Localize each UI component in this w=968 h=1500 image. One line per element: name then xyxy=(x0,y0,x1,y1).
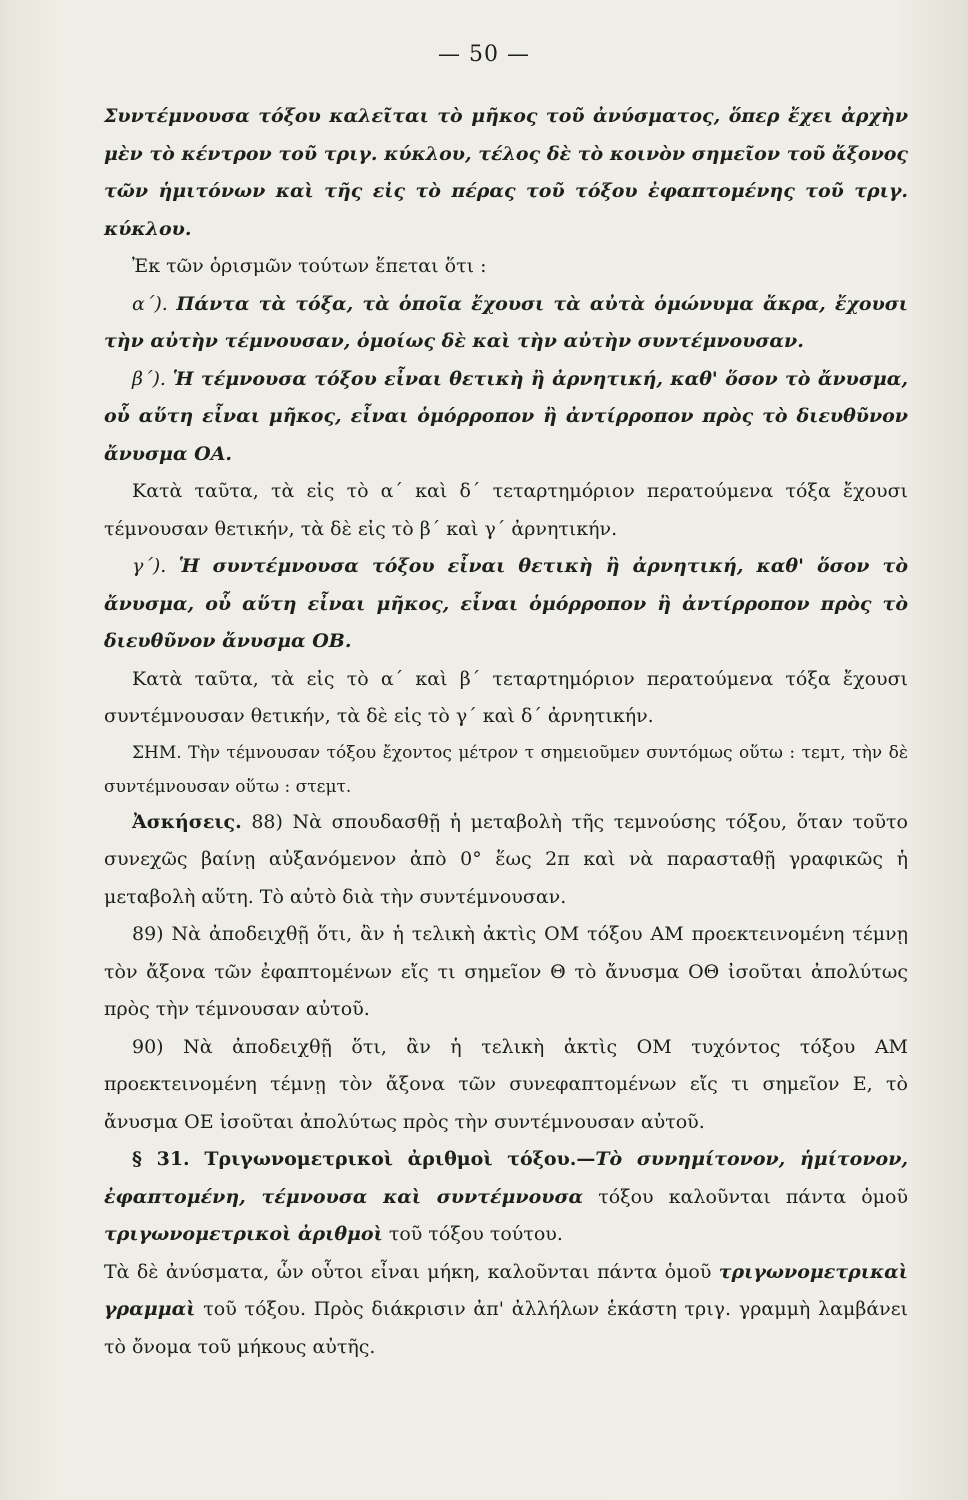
section-term-trig-numbers: τριγωνομετρικοὶ ἀριθμοὶ xyxy=(104,1223,383,1245)
trig-lines-text-2: τοῦ τόξου. Πρὸς διάκρισιν ἀπ' ἀλλήλων ἑκάστη τριγ. γραμμὴ λαμβάνει τὸ ὄνομα τοῦ μήκους αὐτῆς. xyxy=(104,1298,908,1358)
property-gamma-text: Ἡ συντέμνουσα τόξου εἶναι θετικὴ ἢ ἀρνητική, καθ' ὅσον τὸ ἄνυσμα, οὗ αὕτη εἶναι μῆκος, εἶναι ὁμόρροπον ἢ ἀντίρροπον πρὸς τὸ διευθῦνον ἄνυσμα ΟΒ. xyxy=(104,555,908,652)
exercise-89: 89) Νὰ ἀποδειχθῇ ὅτι, ἂν ἡ τελικὴ ἀκτὶς ΟΜ τόξου ΑΜ προεκτεινομένη τέμνῃ τὸν ἄξονα τῶν ἐφαπτομένων εἴς τι σημεῖον Θ τὸ ἄνυσμα ΟΘ ἰσοῦται ἀπολύτως πρὸς τὴν τέμνουσαν αὐτοῦ. xyxy=(104,923,908,1020)
note-paragraph xyxy=(104,736,908,804)
section-heading: § 31. Τριγωνομετρικοὶ ἀριθμοὶ τόξου.— xyxy=(132,1148,596,1170)
property-beta-label: β΄). xyxy=(132,367,166,390)
consequence-gamma: Κατὰ ταῦτα, τὰ εἰς τὸ α΄ καὶ β΄ τεταρτημόριον περατούμενα τόξα ἔχουσι συντέμνουσαν θετικήν, τὰ δὲ εἰς τὸ γ΄ καὶ δ΄ ἀρνητικήν. xyxy=(104,667,908,727)
note-text: Τὴν τέμνουσαν τόξου ἔχοντος μέτρον τ σημειοῦμεν συντόμως οὕτω : τεμτ, τὴν δὲ συντέμνουσαν οὕτω : στεμτ. xyxy=(104,742,908,797)
property-beta-text: Ἡ τέμνουσα τόξου εἶναι θετικὴ ἢ ἀρνητική, καθ' ὅσον τὸ ἄνυσμα, οὗ αὕτη εἶναι μῆκος, εἶναι ὁμόρροπον ἢ ἀντίρροπον πρὸς τὸ διευθῦνον ἄνυσμα ΟΑ. xyxy=(104,367,908,465)
trig-lines-text-1: Τὰ δὲ ἀνύσματα, ὧν οὗτοι εἶναι μήκη, καλοῦνται πάντα ὁμοῦ xyxy=(104,1260,719,1283)
section-31 xyxy=(104,1141,908,1254)
consequence-beta: Κατὰ ταῦτα, τὰ εἰς τὸ α΄ καὶ δ΄ τεταρτημόριον περατούμενα τόξα ἔχουσι τέμνουσαν θετικήν, τὰ δὲ εἰς τὸ β΄ καὶ γ΄ ἀρνητικήν. xyxy=(104,480,908,540)
trig-lines-term: τριγωνομετρικαὶ γραμμαὶ xyxy=(104,1260,908,1320)
trig-lines-paragraph xyxy=(104,1254,908,1367)
property-beta xyxy=(104,361,908,474)
exercises-heading: Ἀσκήσεις. xyxy=(132,810,242,833)
property-gamma-label: γ΄). xyxy=(132,555,167,577)
property-alpha xyxy=(104,286,908,361)
section-text-1: τόξου καλοῦνται πάντα ὁμοῦ xyxy=(583,1185,908,1208)
section-text-2: τοῦ τόξου τούτου. xyxy=(382,1223,563,1245)
section-terms: Τὸ συνημίτονον, ἡμίτονον, ἐφαπτομένη, τέμνουσα καὶ συντέμνουσα xyxy=(104,1148,908,1208)
note-label: ΣΗΜ. xyxy=(132,742,182,763)
consequence-intro: Ἐκ τῶν ὁρισμῶν τούτων ἕπεται ὅτι : xyxy=(132,255,487,277)
exercise-88-text: 88) Νὰ σπουδασθῇ ἡ μεταβολὴ τῆς τεμνούσης τόξου, ὅταν τοῦτο συνεχῶς βαίνῃ αὐξανόμενον ἀπὸ 0° ἕως 2π καὶ νὰ παρασταθῇ γραφικῶς ἡ μεταβολὴ αὕτη. Τὸ αὐτὸ διὰ τὴν συντέμνουσαν. xyxy=(104,810,908,908)
property-gamma xyxy=(104,548,908,661)
page-body xyxy=(104,98,908,1366)
exercise-88 xyxy=(104,804,908,917)
property-alpha-text: Πάντα τὰ τόξα, τὰ ὁποῖα ἔχουσι τὰ αὐτὰ ὁμώνυμα ἄκρα, ἔχουσι τὴν αὐτὴν τέμνουσαν, ὁμοίως δὲ καὶ τὴν αὐτὴν συντέμνουσαν. xyxy=(104,292,908,352)
page-number: — 50 — xyxy=(438,42,530,67)
exercise-90: 90) Νὰ ἀποδειχθῇ ὅτι, ἂν ἡ τελικὴ ἀκτὶς ΟΜ τυχόντος τόξου ΑΜ προεκτεινομένη τέμνῃ τὸν ἄξονα τῶν συνεφαπτομένων εἴς τι σημεῖον Ε, τὸ ἄνυσμα ΟΕ ἰσοῦται ἀπολύτως πρὸς τὴν συντέμνουσαν αὐτοῦ. xyxy=(104,1035,908,1133)
definition-paragraph: Συντέμνουσα τόξου καλεῖται τὸ μῆκος τοῦ ἀνύσματος, ὅπερ ἔχει ἀρχὴν μὲν τὸ κέντρον τοῦ τριγ. κύκλου, τέλος δὲ τὸ κοινὸν σημεῖον τοῦ ἄξονος τῶν ἡμιτόνων καὶ τῆς εἰς τὸ πέρας τοῦ τόξου ἐφαπτομένης τοῦ τριγ. κύκλου. xyxy=(104,105,908,240)
property-alpha-label: α΄). xyxy=(132,292,168,315)
